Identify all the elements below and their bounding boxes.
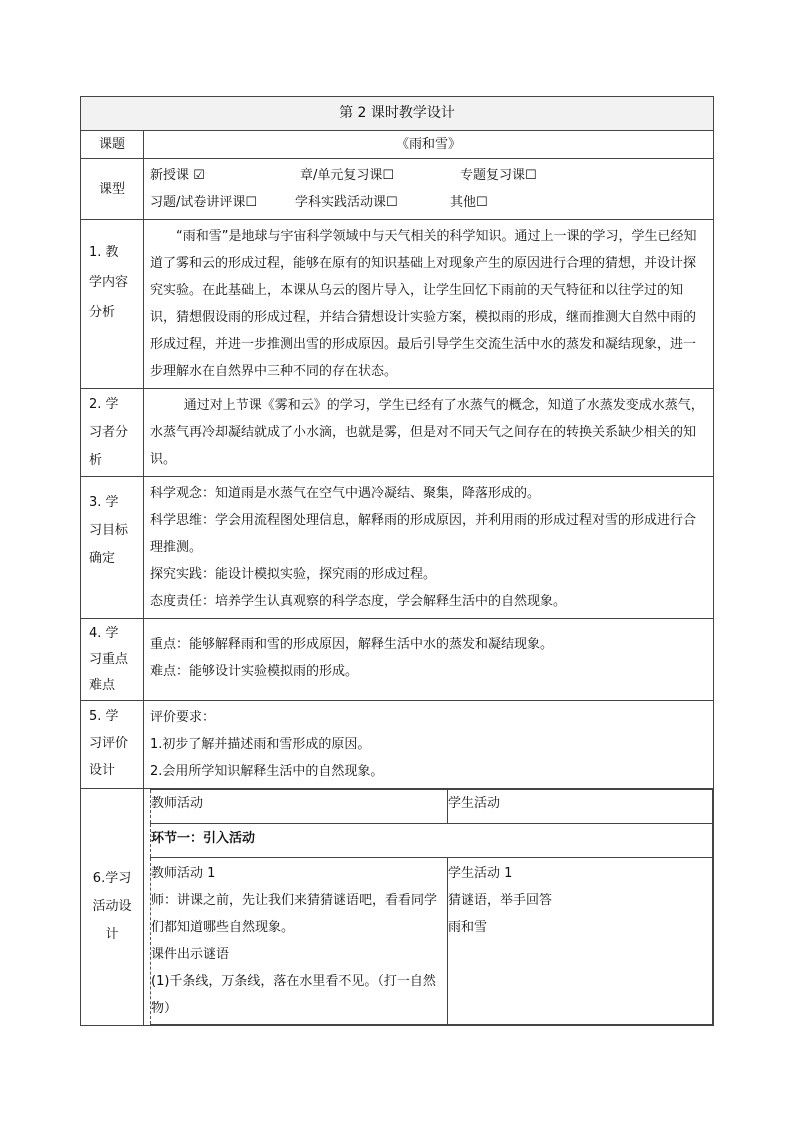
teacher-activity-1-slide: 课件出示谜语 xyxy=(151,947,230,962)
doc-title: 第 2 课时教学设计 xyxy=(81,97,714,131)
student-activity-1-answer: 雨和雪 xyxy=(448,920,488,935)
activities-header-row xyxy=(151,790,713,824)
option-new-lesson: 新授课 ☑ xyxy=(150,168,205,183)
activity-1-row xyxy=(151,858,713,1025)
title-row xyxy=(81,97,714,131)
key-point-focus: 重点：能够解释雨和雪的形成原因，解释生活中水的蒸发和凝结现象。 xyxy=(150,637,554,652)
teacher-activity-1-riddle: (1)千条线，万条线，落在水里看不见。（打一自然物） xyxy=(151,974,436,1016)
teacher-activity-header: 教师活动 xyxy=(151,790,448,824)
option-practice-activity: 学科实践活动课☐ xyxy=(295,195,398,210)
lesson-plan-table xyxy=(80,96,714,1026)
type-label: 课型 xyxy=(81,159,144,220)
content-analysis-row xyxy=(81,220,714,389)
student-activity-1 xyxy=(448,858,713,1025)
key-points-list xyxy=(144,619,714,701)
key-point-difficulty: 难点：能够设计实验模拟雨的形成。 xyxy=(150,664,359,679)
option-other: 其他☐ xyxy=(450,195,488,210)
section-1-row xyxy=(151,824,713,858)
student-activity-header: 学生活动 xyxy=(448,790,713,824)
student-activity-1-task: 猜谜语，举手回答 xyxy=(448,893,553,908)
type-options-line-1 xyxy=(150,162,707,189)
type-row xyxy=(81,159,714,220)
key-points-label: 4. 学 习重点 难点 xyxy=(81,619,144,701)
learning-goals-list xyxy=(144,477,714,619)
activities-table xyxy=(150,789,713,1025)
evaluation-item-2: 2.会用所学知识解释生活中的自然现象。 xyxy=(150,764,384,779)
section-1-title: 环节一：引入活动 xyxy=(151,824,713,858)
learner-analysis-label: 2. 学 习者分 析 xyxy=(81,389,144,477)
topic-value: 《雨和雪》 xyxy=(144,131,714,159)
evaluation-list xyxy=(144,701,714,789)
option-exercise-review: 习题/试卷讲评课☐ xyxy=(150,195,258,210)
type-options-line-2 xyxy=(150,189,707,216)
goal-science-thinking: 科学思维：学会用流程图处理信息，解释雨的形成原因，并利用雨的形成过程对雪的形成进行合理推测。 xyxy=(150,513,697,555)
learning-goals-label: 3. 学 习目标 确定 xyxy=(81,477,144,619)
goal-inquiry-practice: 探究实践：能设计模拟实验，探究雨的形成过程。 xyxy=(150,567,437,582)
type-options xyxy=(144,159,714,220)
teacher-activity-1-intro: 师：讲课之前，先让我们来猜猜谜语吧，看看同学们都知道哪些自然现象。 xyxy=(151,893,438,935)
option-topic-review: 专题复习课☐ xyxy=(460,168,537,183)
topic-row xyxy=(81,131,714,159)
learner-analysis-row xyxy=(81,389,714,477)
evaluation-item-1: 1.初步了解并描述雨和雪形成的原因。 xyxy=(150,737,371,752)
lesson-plan-sheet xyxy=(80,96,713,1016)
activities-content xyxy=(144,789,714,1026)
evaluation-label: 5. 学 习评价 设计 xyxy=(81,701,144,789)
goal-attitude-responsibility: 态度责任：培养学生认真观察的科学态度，学会解释生活中的自然现象。 xyxy=(150,594,567,609)
evaluation-row xyxy=(81,701,714,789)
activities-label: 6.学习 活动设 计 xyxy=(81,789,144,1026)
teacher-activity-1 xyxy=(151,858,448,1025)
learning-goals-row xyxy=(81,477,714,619)
teacher-activity-1-title: 教师活动 1 xyxy=(151,866,216,881)
goal-science-concept: 科学观念：知道雨是水蒸气在空气中遇冷凝结、聚集，降落形成的。 xyxy=(150,486,541,501)
activities-row xyxy=(81,789,714,1026)
student-activity-1-title: 学生活动 1 xyxy=(448,866,513,881)
option-unit-review: 章/单元复习课☐ xyxy=(300,168,395,183)
content-analysis-label: 1. 教 学内容 分析 xyxy=(81,220,144,389)
evaluation-heading: 评价要求： xyxy=(150,710,216,725)
content-analysis-text: “雨和雪”是地球与宇宙科学领域中与天气相关的科学知识。通过上一课的学习，学生已经知道了雾和云的形成过程，能够在原有的知识基础上对现象产生的原因进行合理的猜想，并设计探究实验。在此基础上，本课从乌云的图片导入，让学生回忆下雨前的天气特征和以往学过的知识，猜想假设雨的形成过程，并结合猜想设计实验方案，模拟雨的形成，继而推测大自然中雨的形成过程，并进一步推测出雪的形成原因。最后引导学生交流生活中水的蒸发和凝结现象，进一步理解水在自然界中三种不同的存在状态。 xyxy=(144,220,714,389)
learner-analysis-text: 通过对上节课《雾和云》的学习，学生已经有了水蒸气的概念，知道了水蒸发变成水蒸气，水蒸气再冷却凝结就成了小水滴，也就是雾，但是对不同天气之间存在的转换关系缺少相关的知识。 xyxy=(144,389,714,477)
topic-label: 课题 xyxy=(81,131,144,159)
key-points-row xyxy=(81,619,714,701)
